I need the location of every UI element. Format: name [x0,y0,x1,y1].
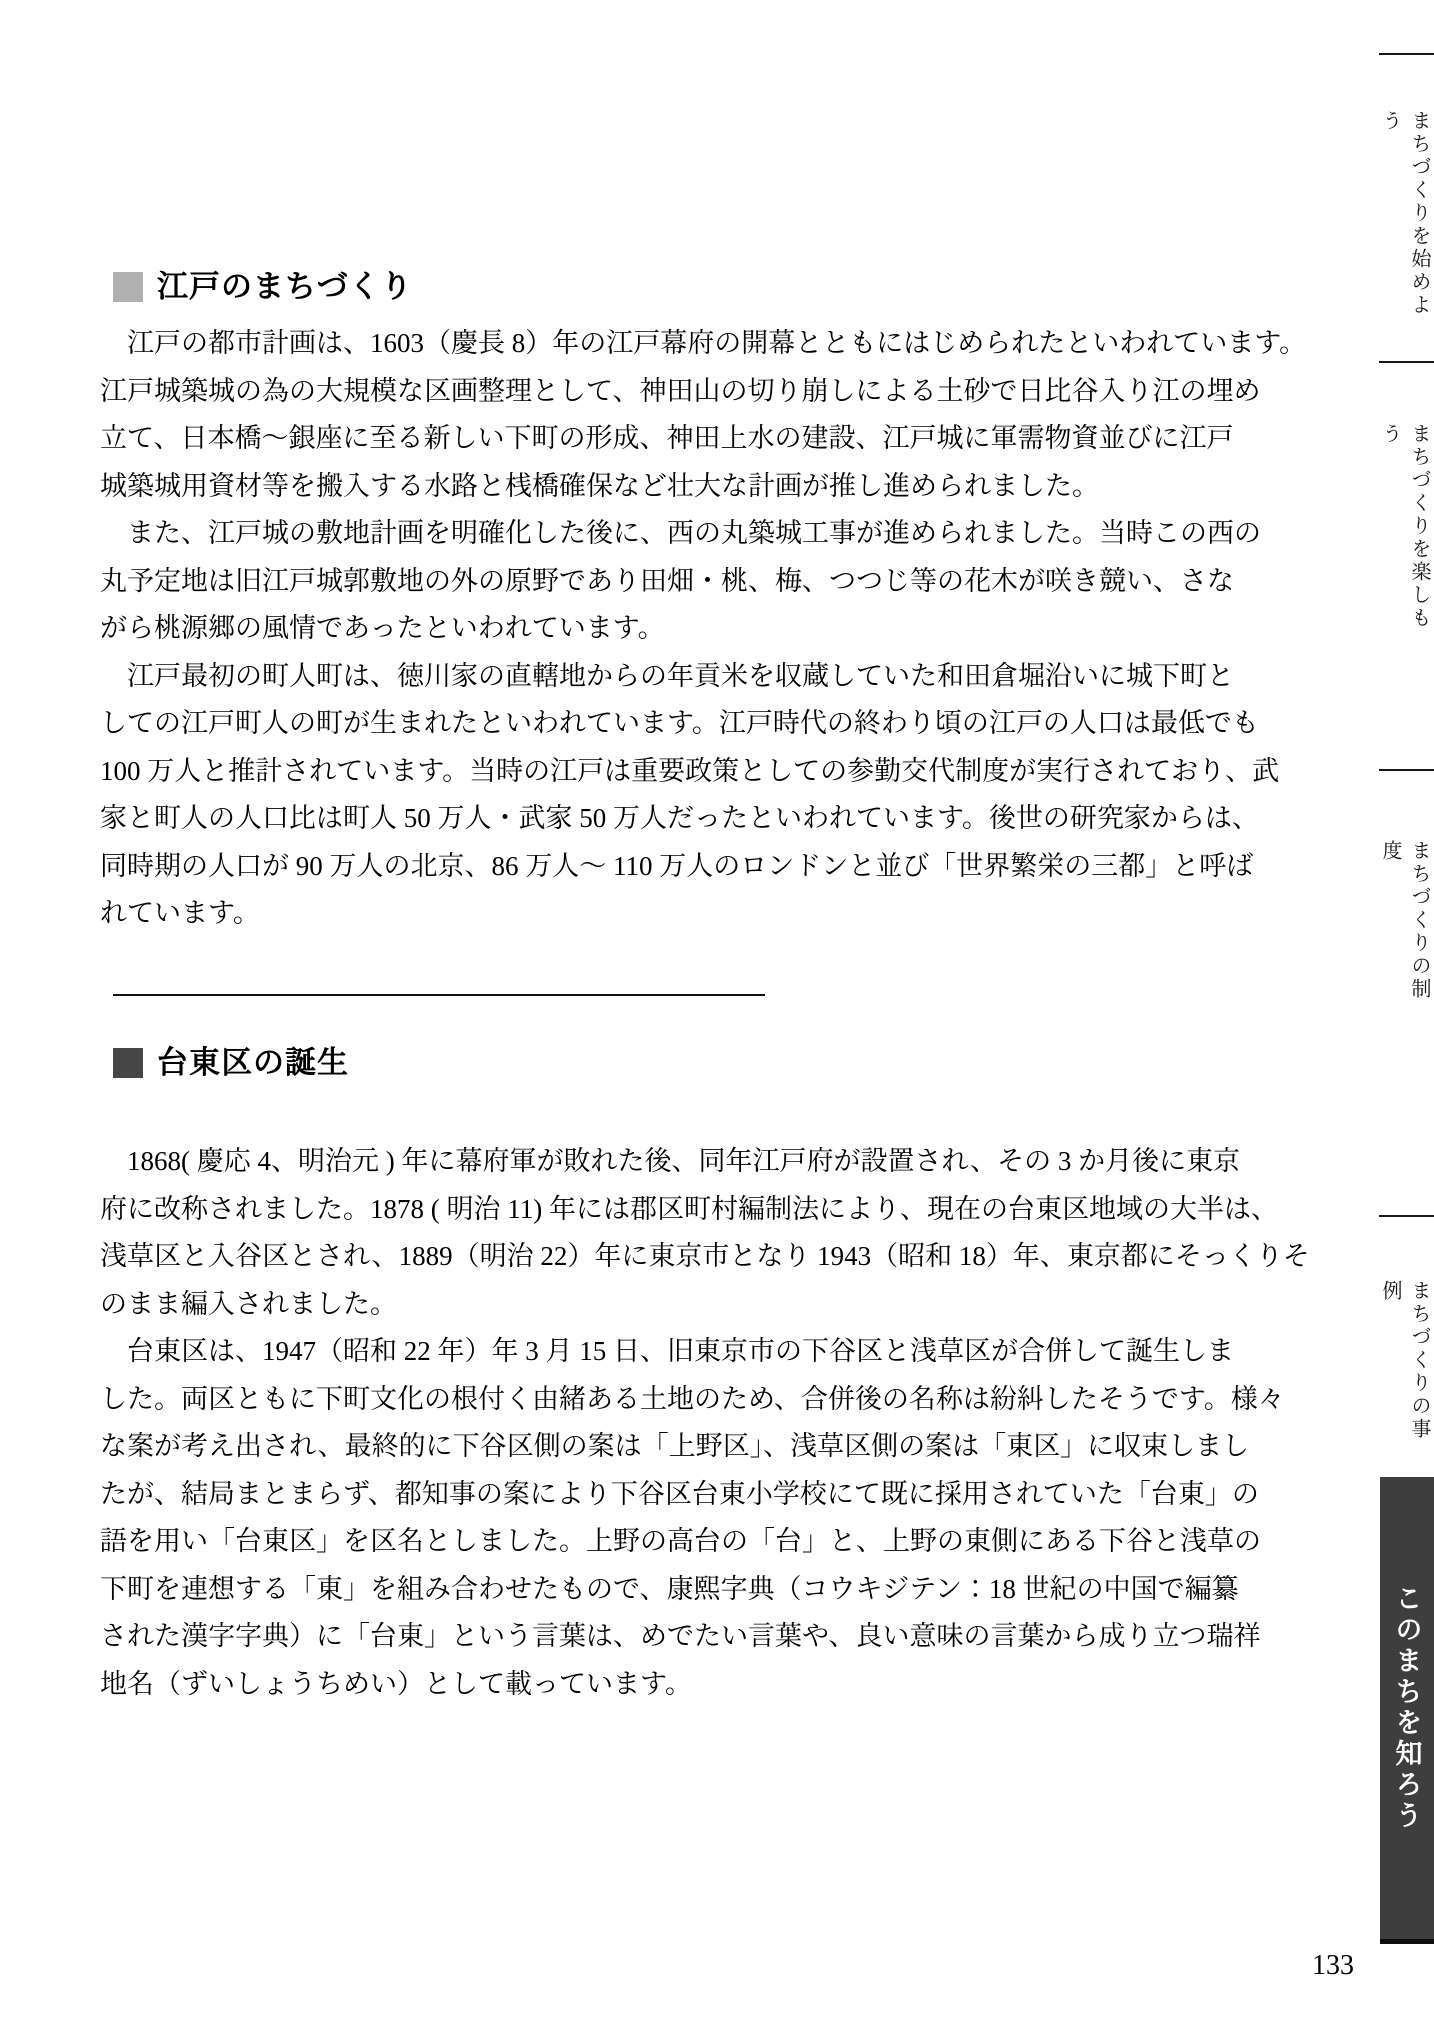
section-title: 江戸のまちづくり [157,269,413,304]
sidebar-separator [1379,769,1434,771]
body-line: がら桃源郷の風情であったといわれています。 [100,613,665,643]
page-number: 133 [1312,1950,1354,1981]
body-line: のまま編入されました。 [100,1288,397,1319]
sidebar-tab-kono-machi-active: このまちを知ろう [1380,1477,1434,1944]
sidebar-tab-jirei: まちづくりの事例 [1379,1280,1430,1441]
sidebar-separator [1379,53,1434,55]
body-line: 地名（ずいしょうちめい）として載っています。 [100,1668,692,1699]
heading-marker-square [113,272,143,302]
body-line: また、江戸城の敷地計画を明確化した後に、西の丸築城工事が進められました。当時この西の [100,518,1261,548]
sidebar-separator [1379,1215,1434,1217]
body-line: 1868( 慶応 4、明治元 ) 年に幕府軍が敗れた後、同年江戸府が設置され、その 3 か月後に東京 [100,1146,1241,1176]
body-line: 語を用い「台東区」を区名としました。上野の高台の「台」と、上野の東側にある下谷と浅草の [100,1526,1261,1556]
body-line: 江戸城築城の為の大規模な区画整理として、神田山の切り崩しによる土砂で日比谷入り江の埋め [100,375,1261,406]
body-line: 府に改称されました。1878 ( 明治 11) 年には郡区町村編制法により、現在の台東区地域の大半は、 [100,1193,1278,1224]
section-body-taito [100,1138,1310,1708]
body-line: 下町を連想する「東」を組み合わせたもので、康熙字典（コウキジテン：18 世紀の中国で編纂 [100,1573,1239,1604]
body-line: 丸予定地は旧江戸城郭敷地の外の原野であり田畑・桃、梅、つつじ等の花木が咲き競い、さな [100,565,1234,596]
body-line: しての江戸町人の町が生まれたといわれています。江戸時代の終わり頃の江戸の人口は最低でも [100,708,1259,738]
body-line: な案が考え出され、最終的に下谷区側の案は「上野区」、浅草区側の案は「東区」に収束しまし [100,1431,1250,1461]
sidebar-tab-seido: まちづくりの制度 [1379,840,1430,1001]
heading-marker-square [113,1048,143,1078]
body-line: された漢字字典）に「台東」という言葉は、めでたい言葉や、良い意味の言葉から成り立つ瑞祥 [100,1621,1261,1651]
body-line: 家と町人の人口比は町人 50 万人・武家 50 万人だったといわれています。後世の研究家からは、 [100,803,1259,833]
sidebar-tab-tanoshimou: まちづくりを楽しもう [1379,423,1430,630]
section-title: 台東区の誕生 [157,1045,349,1080]
body-line: 100 万人と推計されています。当時の江戸は重要政策としての参勤交代制度が実行されており、武 [100,755,1280,786]
section-divider [113,994,765,996]
section-heading-taito [113,1046,349,1080]
body-line: れています。 [100,898,260,928]
body-line: たが、結局まとまらず、都知事の案により下谷区台東小学校にて既に採用されていた「台東」の [100,1478,1259,1509]
body-line: 江戸の都市計画は、1603（慶長 8）年の江戸幕府の開幕とともにはじめられたといわれています。 [100,328,1307,358]
body-line: 立て、日本橋～銀座に至る新しい下町の形成、神田上水の建設、江戸城に軍需物資並びに江戸 [100,423,1234,453]
body-line: 同時期の人口が 90 万人の北京、86 万人～ 110 万人のロンドンと並び「世界繁栄の三都」と呼ば [100,850,1254,881]
body-line: 城築城用資材等を搬入する水路と桟橋確保など壮大な計画が推し進められました。 [100,470,1099,501]
section-heading-edo [113,270,413,304]
body-line: 台東区は、1947（昭和 22 年）年 3 月 15 日、旧東京市の下谷区と浅草区が合併して誕生しま [100,1336,1234,1366]
body-line: 江戸最初の町人町は、徳川家の直轄地からの年貢米を収蔵していた和田倉堀沿いに城下町と [100,660,1234,691]
sidebar-tab-hajimeyou: まちづくりを始めよう [1379,110,1430,317]
body-line: した。両区ともに下町文化の根付く由緒ある土地のため、合併後の名称は紛糾したそうです。様々 [100,1383,1285,1414]
section-body-edo [100,320,1307,938]
sidebar-separator [1379,361,1434,363]
body-line: 浅草区と入谷区とされ、1889（明治 22）年に東京市となり 1943（昭和 18）年、東京都にそっくりそ [100,1241,1310,1271]
